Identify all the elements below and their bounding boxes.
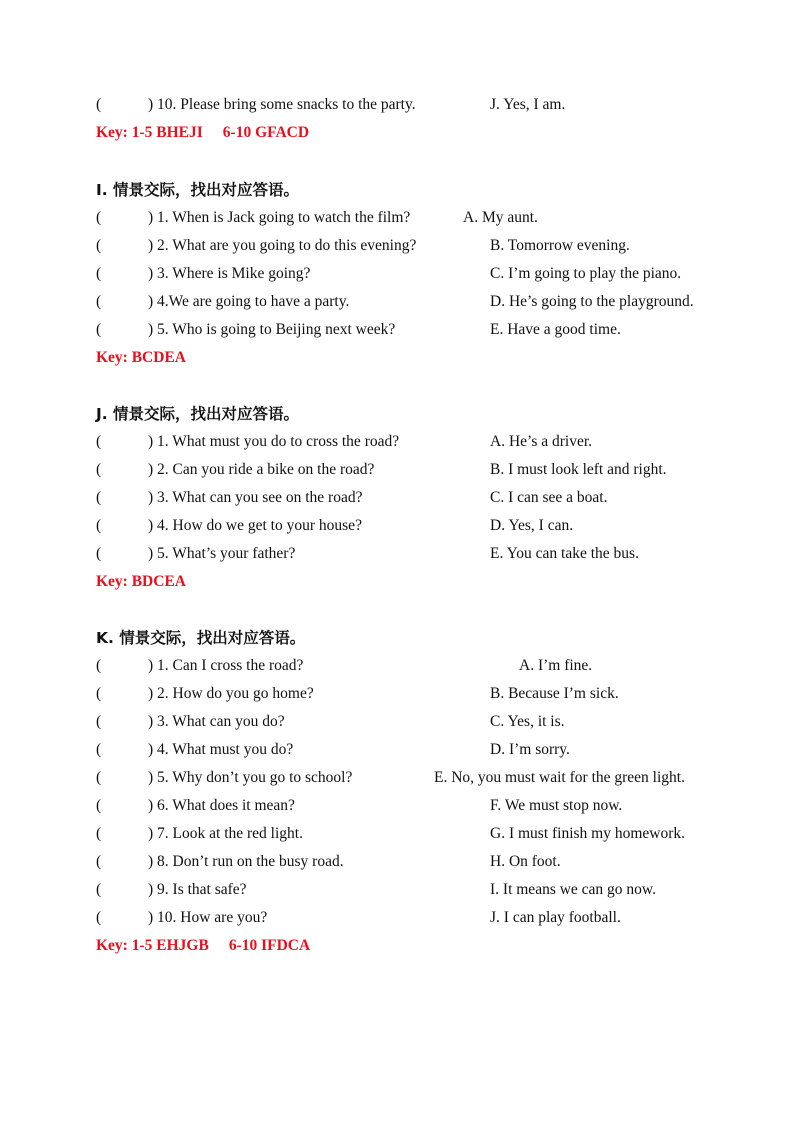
question-text: ) 4. What must you do?: [148, 741, 294, 758]
question-text: ) 1. What must you do to cross the road?: [148, 433, 400, 450]
answer-blank-open[interactable]: (: [96, 461, 102, 478]
question-row: [96, 738, 756, 762]
question-row: [96, 822, 756, 846]
question-text: ) 5. Why don’t you go to school?: [148, 769, 353, 786]
question-text: ) 1. When is Jack going to watch the film?: [148, 209, 411, 226]
question-text: ) 9. Is that safe?: [148, 881, 247, 898]
answer-blank-open[interactable]: (: [96, 909, 102, 926]
answer-option: E. Have a good time.: [490, 321, 621, 338]
answer-key: Key: BDCEA: [96, 573, 186, 590]
answer-option: B. Because I’m sick.: [490, 685, 619, 702]
question-row: [96, 486, 756, 510]
question-text: ) 3. Where is Mike going?: [148, 265, 311, 282]
question-text: ) 5. Who is going to Beijing next week?: [148, 321, 396, 338]
answer-option: J. Yes, I am.: [490, 96, 566, 113]
question-text: ) 7. Look at the red light.: [148, 825, 303, 842]
question-text: ) 2. What are you going to do this evening?: [148, 237, 417, 254]
question-row: [96, 206, 756, 230]
answer-option: E. No, you must wait for the green light.: [434, 769, 685, 786]
answer-blank-open[interactable]: (: [96, 881, 102, 898]
answer-option: B. Tomorrow evening.: [490, 237, 630, 254]
question-row: [96, 794, 756, 818]
question-row: [96, 514, 756, 538]
question-text: ) 10. Please bring some snacks to the party.: [148, 96, 416, 113]
answer-blank-open[interactable]: (: [96, 489, 102, 506]
answer-option: A. He’s a driver.: [490, 433, 593, 450]
question-text: ) 2. Can you ride a bike on the road?: [148, 461, 375, 478]
answer-option: H. On foot.: [490, 853, 561, 870]
answer-blank-open[interactable]: (: [96, 209, 102, 226]
answer-blank-open[interactable]: (: [96, 713, 102, 730]
question-row: [96, 290, 756, 314]
answer-option: D. Yes, I can.: [490, 517, 574, 534]
question-row: [96, 93, 756, 117]
question-row: [96, 542, 756, 566]
answer-blank-open[interactable]: (: [96, 797, 102, 814]
section-heading-j: J. 情景交际，找出对应答语。: [96, 405, 300, 423]
answer-option: G. I must finish my homework.: [490, 825, 686, 842]
question-text: ) 10. How are you?: [148, 909, 268, 926]
answer-key: [96, 934, 310, 958]
answer-key-part1: Key: 1-5 EHJGB: [96, 937, 209, 954]
question-row: [96, 430, 756, 454]
section-heading-i: I. 情景交际，找出对应答语。: [96, 181, 300, 199]
question-row: [96, 682, 756, 706]
question-row: [96, 654, 756, 678]
answer-option: D. He’s going to the playground.: [490, 293, 694, 310]
answer-option: A. I’m fine.: [519, 657, 593, 674]
answer-key: Key: BCDEA: [96, 349, 186, 366]
question-row: [96, 850, 756, 874]
answer-blank-open[interactable]: (: [96, 685, 102, 702]
answer-option: D. I’m sorry.: [490, 741, 570, 758]
answer-option: I. It means we can go now.: [490, 881, 656, 898]
answer-option: F. We must stop now.: [490, 797, 623, 814]
answer-blank-open[interactable]: (: [96, 769, 102, 786]
question-text: ) 4.We are going to have a party.: [148, 293, 350, 310]
answer-key-part1: Key: 1-5 BHEJI: [96, 124, 203, 141]
answer-blank-open[interactable]: (: [96, 96, 102, 113]
answer-option: J. I can play football.: [490, 909, 621, 926]
answer-blank-open[interactable]: (: [96, 545, 102, 562]
question-row: [96, 458, 756, 482]
answer-option: C. I’m going to play the piano.: [490, 265, 682, 282]
answer-key-part2: 6-10 GFACD: [222, 124, 310, 141]
question-row: [96, 318, 756, 342]
answer-key-part2: 6-10 IFDCA: [228, 937, 311, 954]
answer-blank-open[interactable]: (: [96, 265, 102, 282]
answer-option: C. I can see a boat.: [490, 489, 608, 506]
answer-blank-open[interactable]: (: [96, 517, 102, 534]
answer-blank-open[interactable]: (: [96, 433, 102, 450]
answer-blank-open[interactable]: (: [96, 321, 102, 338]
question-text: ) 2. How do you go home?: [148, 685, 314, 702]
answer-blank-open[interactable]: (: [96, 293, 102, 310]
question-text: ) 1. Can I cross the road?: [148, 657, 304, 674]
section-heading-k: K. 情景交际，找出对应答语。: [96, 629, 306, 647]
question-text: ) 8. Don’t run on the busy road.: [148, 853, 344, 870]
question-text: ) 3. What can you see on the road?: [148, 489, 363, 506]
answer-option: B. I must look left and right.: [490, 461, 667, 478]
answer-option: C. Yes, it is.: [490, 713, 565, 730]
question-text: ) 5. What’s your father?: [148, 545, 296, 562]
question-text: ) 4. How do we get to your house?: [148, 517, 362, 534]
answer-blank-open[interactable]: (: [96, 237, 102, 254]
question-text: ) 6. What does it mean?: [148, 797, 295, 814]
question-row: [96, 766, 756, 790]
question-row: [96, 878, 756, 902]
question-row: [96, 906, 756, 930]
answer-blank-open[interactable]: (: [96, 853, 102, 870]
answer-blank-open[interactable]: (: [96, 741, 102, 758]
question-row: [96, 262, 756, 286]
answer-option: A. My aunt.: [463, 209, 538, 226]
answer-blank-open[interactable]: (: [96, 825, 102, 842]
question-text: ) 3. What can you do?: [148, 713, 285, 730]
question-row: [96, 710, 756, 734]
question-row: [96, 234, 756, 258]
answer-blank-open[interactable]: (: [96, 657, 102, 674]
answer-key: [96, 121, 309, 145]
answer-option: E. You can take the bus.: [490, 545, 639, 562]
